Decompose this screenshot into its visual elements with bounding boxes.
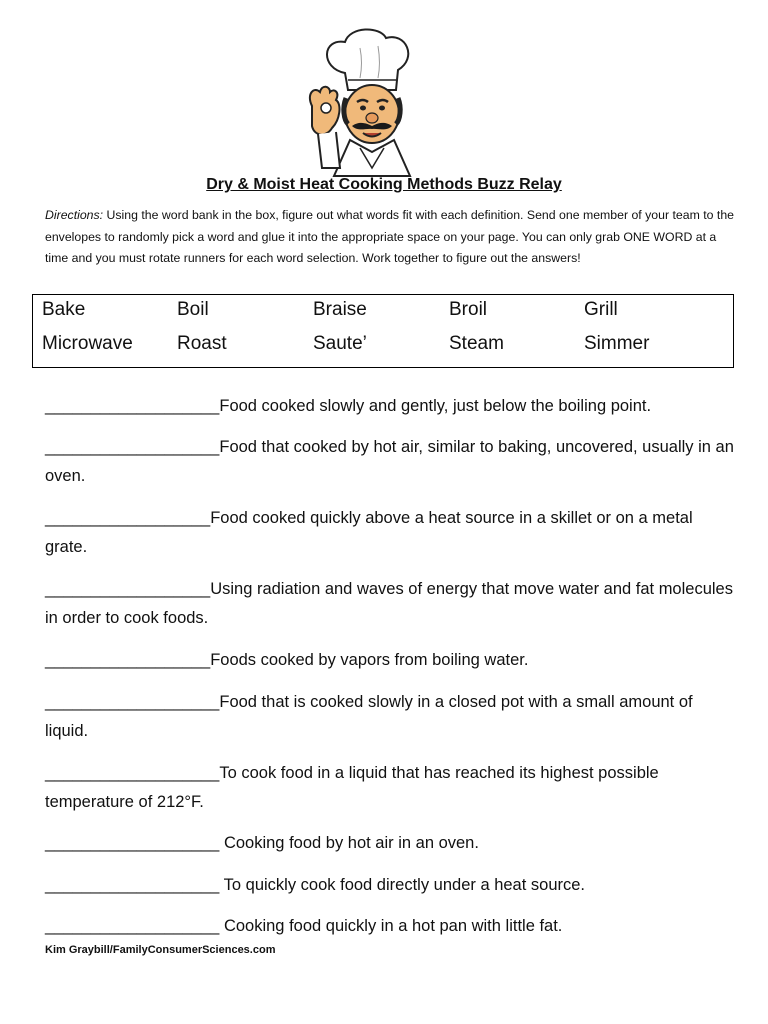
word-bank-box xyxy=(32,294,734,368)
word-bank-word: Bake xyxy=(42,299,86,320)
question-text: To cook food in a liquid that has reached its highest possible temperature of 212°F. xyxy=(45,764,659,811)
answer-blank[interactable]: __________________ xyxy=(45,509,211,527)
question-text: Food that is cooked slowly in a closed pot with a small amount of liquid. xyxy=(45,693,693,740)
directions-text: Using the word bank in the box, figure out what words fit with each definition. Send one member of your team to the envelopes to randomly pick a word and glue it into the appropriate space on your page. You can only grab ONE WORD at a time and you must rotate runners for each word selection. Work together to figure out the answers! xyxy=(45,208,734,265)
word-bank-word: Broil xyxy=(449,299,488,320)
question-text: Food cooked quickly above a heat source in a skillet or on a metal grate. xyxy=(45,509,693,556)
question-item xyxy=(45,575,735,633)
question-item xyxy=(45,504,735,562)
footer-credit: Kim Graybill/FamilyConsumerSciences.com xyxy=(45,944,276,956)
word-bank-word: Simmer xyxy=(584,333,650,354)
answer-blank[interactable]: ___________________ xyxy=(45,876,220,894)
question-item xyxy=(45,688,735,746)
word-bank-word: Braise xyxy=(313,299,367,320)
word-bank-word: Boil xyxy=(177,299,209,320)
answer-blank[interactable]: __________________ xyxy=(45,580,211,598)
answer-blank[interactable]: ___________________ xyxy=(45,917,220,935)
answer-blank[interactable]: ___________________ xyxy=(45,834,220,852)
word-bank-word: Roast xyxy=(177,333,227,354)
question-text: Cooking food quickly in a hot pan with little fat. xyxy=(219,917,563,935)
answer-blank[interactable]: ___________________ xyxy=(45,397,220,415)
directions-label: Directions: xyxy=(45,208,104,222)
question-text: Food that cooked by hot air, similar to baking, uncovered, usually in an oven. xyxy=(45,438,734,485)
question-text: Cooking food by hot air in an oven. xyxy=(219,834,479,852)
question-item xyxy=(45,433,735,491)
question-text: Food cooked slowly and gently, just below the boiling point. xyxy=(219,397,652,415)
word-bank-word: Steam xyxy=(449,333,504,354)
question-item xyxy=(45,646,735,675)
word-bank-row-2 xyxy=(33,333,733,363)
answer-blank[interactable]: ___________________ xyxy=(45,764,220,782)
word-bank-word: Grill xyxy=(584,299,618,320)
question-item xyxy=(45,392,735,421)
question-text: To quickly cook food directly under a heat source. xyxy=(219,876,586,894)
word-bank-word: Microwave xyxy=(42,333,133,354)
directions-paragraph xyxy=(45,205,735,270)
question-text: Foods cooked by vapors from boiling water. xyxy=(210,651,529,669)
question-item xyxy=(45,759,735,817)
question-text: Using radiation and waves of energy that move water and fat molecules in order to cook foods. xyxy=(45,580,733,627)
word-bank-word: Saute’ xyxy=(313,333,367,354)
page-title: Dry & Moist Heat Cooking Methods Buzz Relay xyxy=(206,176,562,193)
answer-blank[interactable]: __________________ xyxy=(45,651,211,669)
question-item xyxy=(45,829,735,858)
chef-illustration xyxy=(300,28,440,178)
word-bank-row-1 xyxy=(33,299,733,329)
answer-blank[interactable]: ___________________ xyxy=(45,438,220,456)
question-item xyxy=(45,871,735,900)
question-item xyxy=(45,912,735,941)
answer-blank[interactable]: ___________________ xyxy=(45,693,220,711)
